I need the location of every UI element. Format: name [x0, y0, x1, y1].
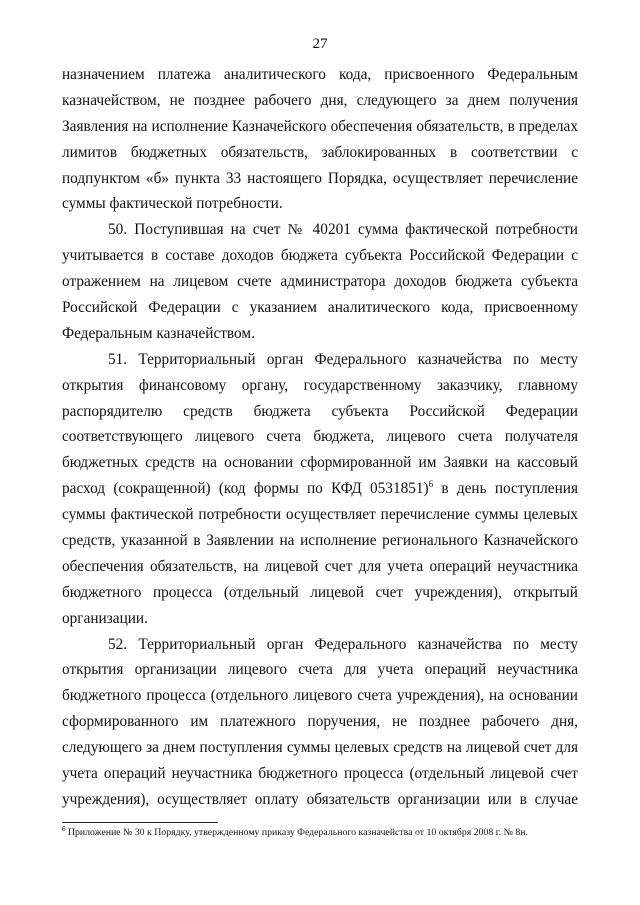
line-text: бюджетных средств на основании сформированной им Заявки на кассовый: [62, 454, 578, 472]
paragraph-cont: [62, 62, 578, 217]
line-text: сформированного им платежного поручения, не позднее рабочего дня,: [62, 713, 578, 731]
line-text: распорядителю средств бюджета субъекта Российской Федерации: [62, 402, 578, 420]
text-line: [62, 88, 578, 114]
text-line: [62, 554, 578, 580]
line-text: казначейством, не позднее рабочего дня, следующего за днем получения: [62, 91, 578, 109]
line-text: расход (сокращенной) (код формы по КФД 0531851): [62, 480, 429, 498]
text-line: [62, 735, 578, 761]
text-line: [62, 269, 578, 295]
text-line: [62, 243, 578, 269]
line-text: подпунктом «б» пункта 33 настоящего Порядка, осуществляет перечисление: [62, 169, 578, 187]
paragraph-p50: [62, 217, 578, 346]
text-line: [62, 476, 578, 502]
text-line: [62, 502, 578, 528]
text-line: [62, 373, 578, 399]
line-text: соответствующего лицевого счета бюджета, лицевого счета получателя: [62, 428, 578, 446]
body-text: [62, 62, 578, 813]
text-line: [62, 295, 578, 321]
text-line: [62, 321, 578, 347]
footnote-divider: [62, 822, 218, 823]
line-text: организации.: [62, 609, 148, 627]
line-text: 51. Территориальный орган Федерального казначейства по месту: [108, 350, 578, 368]
text-line: [62, 606, 578, 632]
line-text: учреждения), осуществляет оплату обязательств организации или в случае: [62, 790, 578, 808]
line-text: назначением платежа аналитического кода, присвоенного Федеральным: [62, 66, 578, 83]
line-text: суммы фактической потребности.: [62, 195, 283, 213]
line-text: Федеральным казначейством.: [62, 324, 255, 342]
text-line: [62, 140, 578, 166]
text-line: [62, 761, 578, 787]
footnote: [62, 826, 592, 840]
text-line: [62, 191, 578, 217]
line-text: лимитов бюджетных обязательств, заблокированных в соответствии с: [62, 143, 578, 161]
text-line: [62, 217, 578, 243]
line-text: Заявления на исполнение Казначейского обеспечения обязательств, в пределах: [62, 117, 578, 135]
line-text: открытия финансовому органу, государственному заказчику, главному: [62, 376, 578, 394]
text-line: [62, 528, 578, 554]
text-line: [62, 632, 578, 658]
line-text: отражением на лицевом счете администратора доходов бюджета субъекта: [62, 273, 578, 291]
text-line: [62, 399, 578, 425]
line-text: 52. Территориальный орган Федерального казначейства по месту: [108, 635, 578, 653]
footnote-text: Приложение № 30 к Порядку, утвержденному приказу Федерального казначейства от 10 октября 2008 г. № 8н.: [65, 827, 528, 838]
text-line: [62, 114, 578, 140]
text-line: [62, 580, 578, 606]
line-text: Российской Федерации с указанием аналитического кода, присвоенному: [62, 299, 578, 317]
line-text-continued: в день поступления: [433, 480, 578, 498]
line-text: суммы фактической потребности осуществляет перечисление суммы целевых: [62, 506, 578, 524]
line-text: бюджетного процесса (отдельного лицевого счета учреждения), на основании: [62, 687, 578, 705]
line-text: 50. Поступившая на счет № 40201 сумма фактической потребности: [108, 221, 578, 239]
line-text: обеспечения обязательств, на лицевой счет для учета операций неучастника: [62, 557, 578, 575]
text-line: [62, 657, 578, 683]
text-line: [62, 347, 578, 373]
footnote-reference: 6: [428, 479, 434, 490]
text-line: [62, 787, 578, 813]
line-text: учитывается в составе доходов бюджета субъекта Российской Федерации с: [62, 247, 578, 265]
text-line: [62, 424, 578, 450]
line-text: учета операций неучастника бюджетного процесса (отдельный лицевой счет: [62, 765, 578, 783]
paragraph-p51: [62, 347, 578, 632]
line-text: бюджетного процесса (отдельный лицевой счет учреждения), открытый: [62, 583, 578, 601]
line-text: следующего за днем поступления суммы целевых средств на лицевой счет для: [62, 739, 578, 757]
text-line: [62, 62, 578, 88]
page-number: 27: [312, 36, 328, 52]
text-line: [62, 683, 578, 709]
line-text: средств, указанной в Заявлении на исполнение регионального Казначейского: [62, 532, 578, 550]
text-line: [62, 450, 578, 476]
line-text: открытия организации лицевого счета для учета операций неучастника: [62, 661, 578, 679]
text-line: [62, 709, 578, 735]
text-line: [62, 166, 578, 192]
footnote-mark: 6: [62, 825, 66, 833]
paragraph-p52: [62, 632, 578, 813]
